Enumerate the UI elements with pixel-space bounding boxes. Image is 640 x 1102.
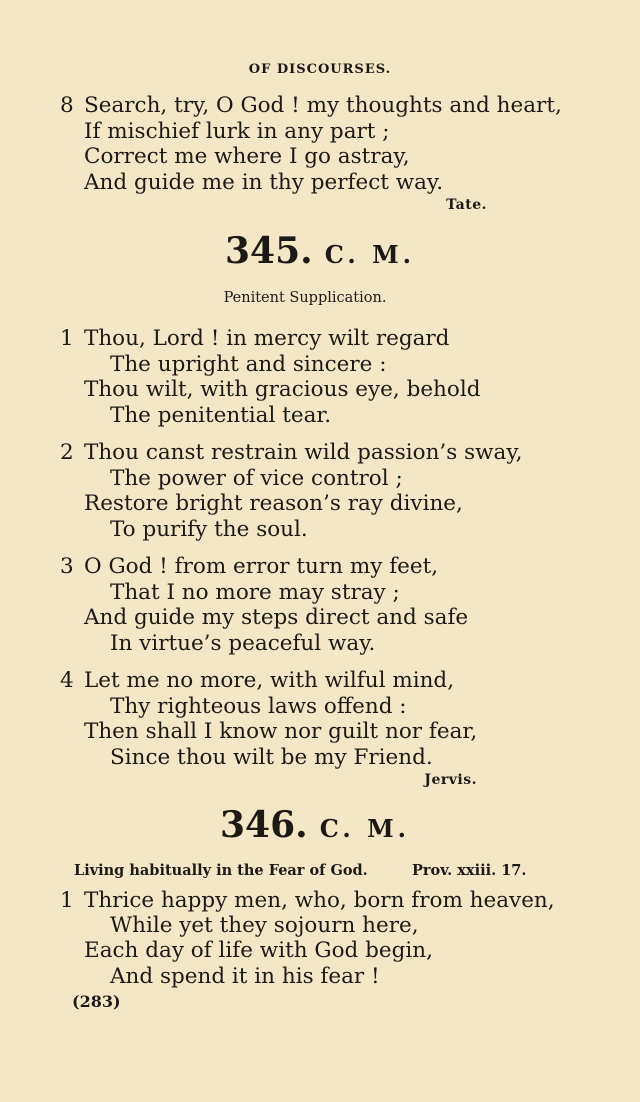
verse-line: Thy righteous laws offend : [110, 694, 407, 719]
verse-line: Correct me where I go astray, [84, 144, 410, 169]
stanza-number: 2 [60, 440, 74, 465]
verse-line: Let me no more, with wilful mind, [84, 668, 455, 693]
verse-line: To purify the soul. [110, 517, 308, 542]
verse-line: Since thou wilt be my Friend. [110, 745, 433, 770]
verse-line: And guide my steps direct and safe [84, 605, 469, 630]
hymn-346-subtitle: Living habitually in the Fear of God. [74, 862, 368, 879]
verse-line: The power of vice control ; [110, 466, 403, 491]
hymn-meter: C. M. [319, 814, 410, 843]
verse-line: Then shall I know nor guilt nor fear, [84, 719, 478, 744]
verse-line: That I no more may stray ; [110, 580, 400, 605]
hymn-number: 345. [225, 230, 313, 272]
verse-line: And spend it in his fear ! [110, 964, 380, 989]
verse-line: In virtue’s peaceful way. [110, 631, 376, 656]
verse-line: If mischief lurk in any part ; [84, 119, 390, 144]
scripture-reference: Prov. xxiii. 17. [412, 862, 527, 879]
verse-line: Thou wilt, with gracious eye, behold [84, 377, 481, 402]
stanza-number: 3 [60, 554, 74, 579]
hymn-346-title [0, 804, 635, 846]
author: Jervis. [424, 772, 477, 788]
hymn-345-subtitle: Penitent Supplication. [223, 290, 387, 306]
stanza-number: 4 [60, 668, 74, 693]
verse-line: The penitential tear. [110, 403, 332, 428]
hymn-345-title [0, 230, 640, 272]
verse-line: Search, try, O God ! my thoughts and heart, [84, 93, 562, 118]
verse-line: The upright and sincere : [110, 352, 387, 377]
author: Tate. [446, 197, 487, 213]
stanza-number: 8 [60, 93, 74, 118]
verse-line: Thou, Lord ! in mercy wilt regard [84, 326, 450, 351]
verse-line: Restore bright reason’s ray divine, [84, 491, 463, 516]
verse-line: While yet they sojourn here, [110, 913, 419, 938]
verse-line: Thou canst restrain wild passion’s sway, [84, 440, 523, 465]
page-number: (283) [72, 992, 121, 1011]
verse-line: Thrice happy men, who, born from heaven, [84, 888, 555, 913]
verse-line: And guide me in thy perfect way. [84, 170, 444, 195]
running-head: OF DISCOURSES. [248, 62, 392, 77]
stanza-number: 1 [60, 888, 74, 913]
verse-line: Each day of life with God begin, [84, 938, 433, 963]
verse-line: O God ! from error turn my feet, [84, 554, 439, 579]
hymn-number: 346. [220, 804, 308, 846]
stanza-number: 1 [60, 326, 74, 351]
hymn-meter: C. M. [324, 240, 415, 269]
